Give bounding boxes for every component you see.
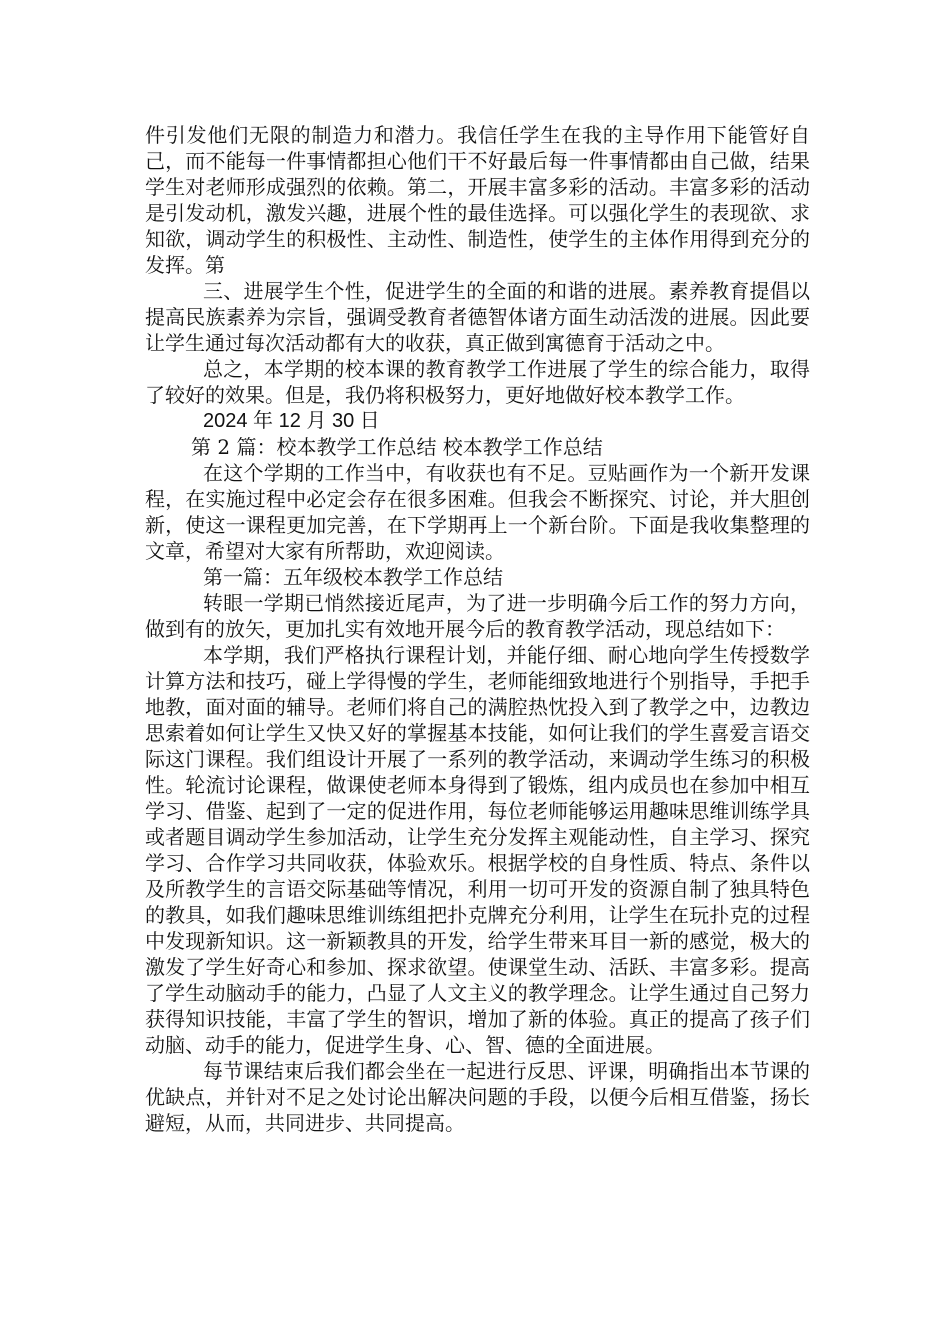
article-heading: 第 2 篇：校本教学工作总结 校本教学工作总结 [191, 435, 603, 459]
paragraph-opening: 转眼一学期已悄然接近尾声，为了进一步明确今后工作的努力方向，做到有的放矢，更加扎实有效地开展今后的教育教学活动，现总结如下： [145, 591, 810, 641]
date-line: 2024 年 12 月 30 日 [203, 410, 380, 432]
paragraph-conclusion: 总之，本学期的校本课的教育教学工作进展了学生的综合能力，取得了较好的效果。但是，我仍将积极努力，更好地做好校本教学工作。 [145, 357, 810, 407]
paragraph-section-three: 三、进展学生个性，促进学生的全面的和谐的进展。素养教育提倡以提高民族素养为宗旨，强调受教育者德智体诸方面生动活泼的进展。因此要让学生通过每次活动都有大的收获，真正做到寓德育于活动之中。 [145, 279, 810, 355]
sub-heading: 第一篇：五年级校本教学工作总结 [203, 565, 503, 589]
paragraph-continuation: 件引发他们无限的制造力和潜力。我信任学生在我的主导作用下能管好自己，而不能每一件事情都担心他们干不好最后每一件事情都由自己做，结果学生对老师形成强烈的依赖。第二，开展丰富多彩的活动。丰富多彩的活动是引发动机，激发兴趣，进展个性的最佳选择。可以强化学生的表现欲、求知欲，调动学生的积极性、主动性、制造性，使学生的主体作用得到充分的发挥。第 [145, 123, 810, 277]
paragraph-main: 本学期，我们严格执行课程计划，并能仔细、耐心地向学生传授数学计算方法和技巧，碰上学得慢的学生，老师能细致地进行个别指导，手把手地教，面对面的辅导。老师们将自己的满腔热忱投入到了教学之中，边教边思索着如何让学生又快又好的掌握基本技能，如何让我们的学生喜爱言语交际这门课程。我们组设计开展了一系列的教学活动，来调动学生练习的积极性。轮流讨论课程，做课使老师本身得到了锻炼，组内成员也在参加中相互学习、借鉴、起到了一定的促进作用，每位老师能够运用趣味思维训练学具或者题目调动学生参加活动，让学生充分发挥主观能动性，自主学习、探究学习、合作学习共同收获，体验欢乐。根据学校的自身性质、特点、条件以及所教学生的言语交际基础等情况，利用一切可开发的资源自制了独具特色的教具，如我们趣味思维训练组把扑克牌充分利用，让学生在玩扑克的过程中发现新知识。这一新颖教具的开发，给学生带来耳目一新的感觉，极大的激发了学生好奇心和参加、探求欲望。使课堂生动、活跃、丰富多彩。提高了学生动脑动手的能力，凸显了人文主义的教学理念。让学生通过自己努力获得知识技能，丰富了学生的智识，增加了新的体验。真正的提高了孩子们动脑、动手的能力，促进学生身、心、智、德的全面进展。 [145, 643, 810, 1057]
document-body [145, 122, 810, 1136]
paragraph-intro: 在这个学期的工作当中，有收获也有不足。豆贴画作为一个新开发课程，在实施过程中必定会存在很多困难。但我会不断探究、讨论，并大胆创新，使这一课程更加完善，在下学期再上一个新台阶。下面是我收集整理的文章，希望对大家有所帮助，欢迎阅读。 [145, 461, 810, 563]
paragraph-review: 每节课结束后我们都会坐在一起进行反思、评课，明确指出本节课的优缺点，并针对不足之处讨论出解决问题的手段，以便今后相互借鉴，扬长避短，从而，共同进步、共同提高。 [145, 1059, 810, 1135]
